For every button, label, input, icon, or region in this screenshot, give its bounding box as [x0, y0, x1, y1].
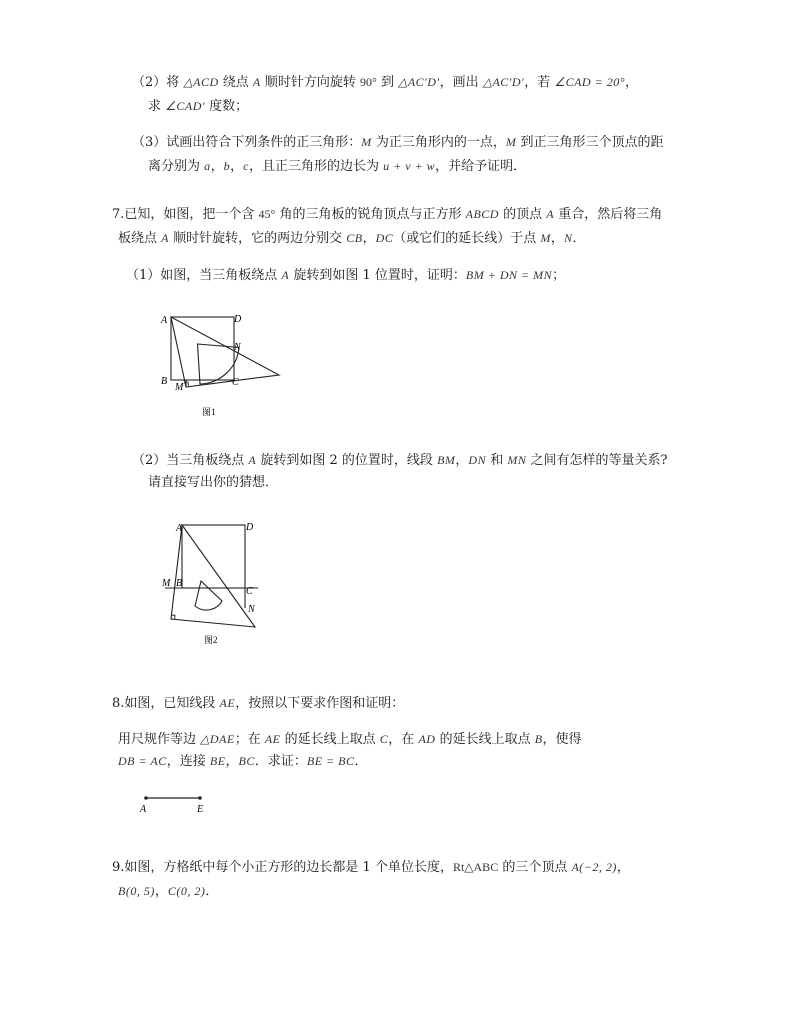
q7-part2-line2: 请直接写出你的猜想．: [148, 475, 279, 490]
fig1-label-c: C: [232, 377, 239, 388]
triangle-set-square: [171, 525, 255, 627]
q9-stem-line2: B(0, 5)，C(0, 2)．: [118, 884, 219, 899]
q8-task-line2: DB = AC，连接 BE，BC．求证：BE = BC．: [118, 754, 368, 769]
square-abcd: [182, 525, 245, 588]
point-a: [144, 796, 148, 800]
label-e: E: [197, 804, 204, 815]
fig1-label-a: A: [161, 315, 168, 326]
figure-1: [155, 305, 290, 420]
q6-part2-line2: 求 ∠CAD′ 度数；: [148, 99, 249, 114]
fig1-label-b: B: [161, 376, 168, 387]
point-e: [198, 796, 202, 800]
q6-part2-line1: （2）将 △ACD 绕点 A 顺时针方向旋转 90° 到 △AC′D′，画出 △AC′D′，若 ∠CAD = 20°，: [132, 75, 639, 90]
q7-part2-line1: （2）当三角板绕点 A 旋转到如图 2 的位置时，线段 BM，DN 和 MN 之间有怎样的等量关系?: [132, 453, 668, 468]
fig1-caption: 图1: [202, 407, 216, 417]
fig2-caption: 图2: [204, 635, 218, 645]
fig1-label-d: D: [234, 314, 242, 325]
q7-stem-line1: 7.已知，如图，把一个含 45° 角的三角板的锐角顶点与正方形 ABCD 的顶点 A 重合，然后将三角: [112, 207, 663, 222]
fig2-label-a: A: [176, 523, 183, 534]
figure-2: [155, 515, 270, 650]
q9-stem-line1: 9.如图，方格纸中每个小正方形的边长都是 1 个单位长度，Rt△ABC 的三个顶点 A(−2, 2)，: [112, 860, 630, 875]
fig1-label-m: M: [175, 382, 184, 393]
label-a: A: [140, 804, 147, 815]
q7-part1: （1）如图，当三角板绕点 A 旋转到如图 1 位置时，证明：BM + DN = MN；: [126, 268, 566, 283]
q6-part3-line2: 离分别为 a，b，c，且正三角形的边长为 u + v + w，并给予证明．: [148, 159, 527, 174]
square-abcd: [171, 317, 234, 380]
segment-ae-figure: [130, 788, 220, 816]
q6-part3-line1: （3）试画出符合下列条件的正三角形：M 为正三角形内的一点，M 到正三角形三个顶点的距: [132, 135, 664, 150]
triangle-set-square: [171, 317, 279, 387]
q8-task-line1: 用尺规作等边 △DAE；在 AE 的延长线上取点 C，在 AD 的延长线上取点 B，使得: [118, 732, 582, 747]
fig2-label-n: N: [248, 604, 255, 615]
q8-stem: 8.如图，已知线段 AE，按照以下要求作图和证明：: [112, 696, 405, 711]
fig1-label-n: N: [234, 342, 241, 353]
protractor-cutout: [195, 581, 222, 610]
fig2-label-b: B: [176, 578, 183, 589]
fig2-label-m: M: [162, 578, 171, 589]
fig2-label-d: D: [246, 522, 254, 533]
fig2-label-c: C: [246, 586, 253, 597]
q7-stem-line2: 板绕点 A 顺时针旋转，它的两边分别交 CB，DC（或它们的延长线）于点 M，N．: [118, 231, 586, 246]
